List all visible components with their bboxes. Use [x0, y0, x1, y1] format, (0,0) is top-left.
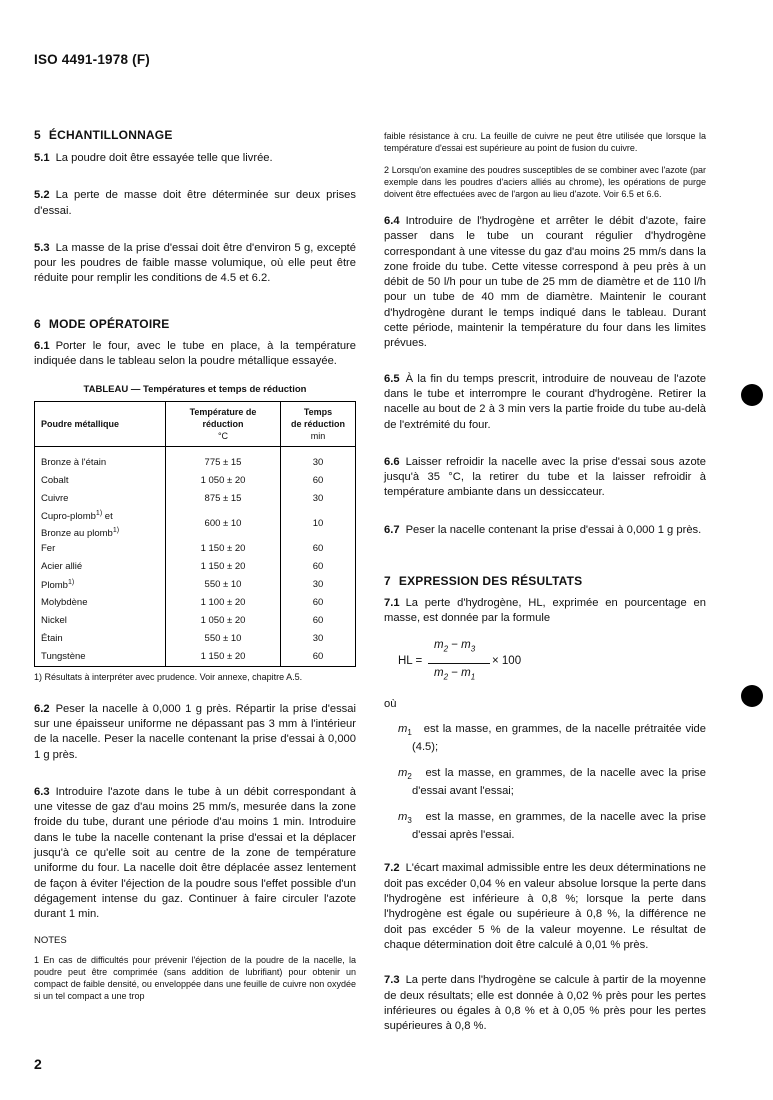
- table-row: Tungstène 1 150 ± 20 60: [35, 648, 356, 667]
- paragraph-5-2: 5.2 La perte de masse doit être déterminée sur deux prises d'essai.: [34, 189, 356, 217]
- table-header-row: [35, 402, 356, 447]
- right-column: [384, 130, 706, 1034]
- definition-m1: $m_1$ est la masse, en grammes, de la nacelle prétraitée vide (4.5);: [398, 722, 707, 754]
- definition-m2: $m_2$ est la masse, en grammes, de la nacelle avec la prise d'essai avant l'essai;: [398, 766, 707, 798]
- notes-heading: NOTES: [34, 934, 67, 946]
- reduction-table: [34, 401, 356, 666]
- table-row: Bronze à l'étain 775 ± 15 30: [35, 447, 356, 472]
- paragraph-6-7: 6.7 Peser la nacelle contenant la prise d'essai à 0,000 1 g près.: [384, 523, 702, 536]
- paragraph-7-2: 7.2 L'écart maximal admissible entre les deux déterminations ne doit pas excéder 0,04 % en valeur absolue lorsque la perte dans l'hydrogène est inférieure à 0,8 %; lorsque la perte dans l'hydrogène est égale ou supérieure à 0,8 %, la différence ne doit pas excéder 5 % de la valeur moyenne. Le résultat de chaque détermination doit être calculé à 0,01 % près.: [384, 862, 706, 951]
- paragraph-5-1: 5.1 La poudre doit être essayée telle que livrée.: [34, 152, 273, 164]
- table-row: Étain 550 ± 10 30: [35, 630, 356, 648]
- binder-hole-bottom: [741, 685, 763, 707]
- section-5-heading: 5 ÉCHANTILLONNAGE: [34, 128, 173, 142]
- table-row: Acier allié 1 150 ± 20 60: [35, 558, 356, 576]
- table-row: Plomb$^{1)}$ 550 ± 10 30: [35, 576, 356, 594]
- header-time: Temps de réduction min: [281, 402, 356, 447]
- variable-definitions: [384, 722, 706, 843]
- table-row: Cupro-plomb$^{1)}$ et Bronze au plomb$^{1)}$ 600 ± 10 10: [35, 507, 356, 539]
- paragraph-5-3: 5.3 La masse de la prise d'essai doit être d'environ 5 g, excepté pour les poudres de faible masse volumique, où elle peut être réduite pour remplir les conditions de 4.5 et 6.2.: [34, 241, 356, 285]
- paragraph-6-4: 6.4 Introduire de l'hydrogène et arrêter le débit d'azote, faire passer dans le tube un courant régulier d'hydrogène correspondant à une vitesse du gaz d'au moins 25 mm/s dans la zone froide du tube. Cette vitesse correspond à peu près à un débit de 50 l/h pour un tube de 25 mm de diamètre et de 110 l/h pour un tube de 40 mm de diamètre. Maintenir le courant d'hydrogène durant le temps indiqué dans le tableau. Durant cette période, maintenir la température du four dans les limites prévues.: [384, 215, 706, 350]
- table-title: TABLEAU — Températures et temps de réduction: [83, 384, 307, 396]
- header-metal-powder: Poudre métallique: [35, 402, 166, 447]
- hydrogen-loss-formula: [384, 635, 706, 693]
- definition-m3: $m_3$ est la masse, en grammes, de la nacelle avec la prise d'essai après l'essai.: [398, 810, 707, 842]
- formula-denominator: $m_2 - m_1$: [434, 666, 476, 681]
- page-number: 2: [34, 1056, 42, 1072]
- left-column: [34, 128, 356, 1002]
- note-1: 1 En cas de difficultés pour prévenir l'éjection de la poudre de la nacelle, la poudre peut être comprimée (sans addition de lubrifiant) pour obtenir un compact de faible densité, ou enveloppée dans une feuille de cuivre non oxydée si un tel compact a une trop: [34, 954, 356, 1001]
- table-row: Cuivre 875 ± 15 30: [35, 489, 356, 507]
- paragraph-7-3: 7.3 La perte dans l'hydrogène se calcule à partir de la moyenne de deux résultats; elle est donnée à 0,02 % près pour les pertes inférieures ou égales à 0,8 % et à 0,05 % près pour les pertes supérieures à 0,8 %.: [384, 974, 706, 1033]
- formula-multiplier: × 100: [492, 654, 522, 667]
- section-6-heading: 6 MODE OPÉRATOIRE: [34, 316, 170, 331]
- paragraph-6-3: 6.3 Introduire l'azote dans le tube à un débit correspondant à une vitesse de gaz d'au moins 25 mm/s, mesurée dans la zone froide du tube, durant une période d'au moins 1 min. Introduire dans le tube la nacelle contenant la prise d'essai et la déplacer jusqu'à ce qu'elle soit au centre de la zone de température uniforme du four. La nacelle doit être déplacée assez lentement de façon à éviter l'éjection de la poudre sous l'effet possible d'un dégagement intense du gaz. Continuer à faire circuler l'azote durant 1 min.: [34, 785, 356, 921]
- paragraph-6-1: 6.1 Porter le four, avec le tube en place, à la température indiquée dans le tableau selon la poudre métallique essayée.: [34, 339, 356, 368]
- header-temperature: Température de réduction °C: [166, 402, 281, 447]
- section-7-heading: 7 EXPRESSION DES RÉSULTATS: [384, 574, 583, 589]
- paragraph-6-6: 6.6 Laisser refroidir la nacelle avec la prise d'essai sous azote jusqu'à 35 °C, la retirer du tube et la laisser refroidir à température ambiante dans un dessiccateur.: [384, 455, 706, 499]
- table-row: Molybdène 1 100 ± 20 60: [35, 594, 356, 612]
- paragraph-6-2: 6.2 Peser la nacelle à 0,000 1 g près. Répartir la prise d'essai sur une épaisseur uniforme ne dépassant pas 3 mm à l'intérieur de la nacelle. Peser la nacelle contenant la prise d'essai à 0,000 1 g près.: [34, 702, 356, 761]
- fraction-bar: [428, 663, 490, 664]
- table-row: Fer 1 150 ± 20 60: [35, 540, 356, 558]
- binder-hole-top: [741, 384, 763, 406]
- table-footnote: 1) Résultats à interpréter avec prudence. Voir annexe, chapitre A.5.: [34, 671, 303, 682]
- table-row: Cobalt 1 050 ± 20 60: [35, 471, 356, 489]
- table-row: Nickel 1 050 ± 20 60: [35, 612, 356, 630]
- paragraph-6-5: 6.5 À la fin du temps prescrit, introduire de nouveau de l'azote dans le tube et interrompre le courant d'hydrogène. Retirer la nacelle au bout de 2 à 3 min vers la partie froide du tube au-delà de l'extrémité du four.: [384, 372, 706, 431]
- note-1-continued: faible résistance à cru. La feuille de cuivre ne peut être utilisée que lorsque la température d'essai est supérieure au point de fusion du cuivre.: [384, 131, 706, 153]
- document-id: ISO 4491-1978 (F): [34, 52, 150, 67]
- note-2: 2 Lorsqu'on examine des poudres susceptibles de se combiner avec l'azote (par exemple dans les poudres d'aciers alliés au chrome), les opérations de purge doivent être effectuées avec de l'argon au lieu d'azote. Voir 6.5 et 6.6.: [384, 165, 706, 199]
- where-label: où: [384, 697, 397, 710]
- paragraph-7-1: 7.1 La perte d'hydrogène, HL, exprimée en pourcentage en masse, est donnée par la formule: [384, 597, 706, 625]
- formula-lhs: HL =: [398, 654, 423, 667]
- formula-numerator: $m_2 - m_3$: [434, 638, 476, 653]
